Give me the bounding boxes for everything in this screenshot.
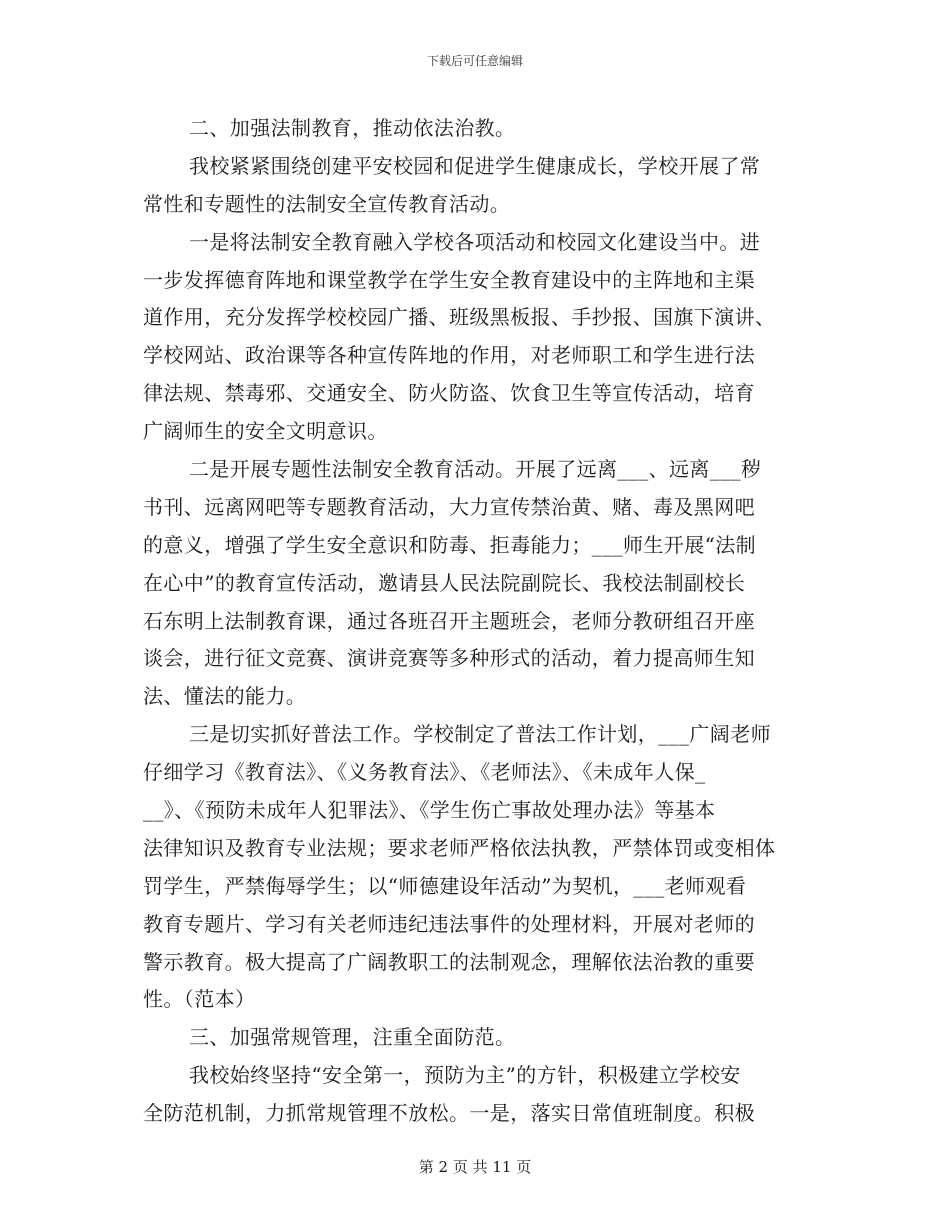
paragraph-line: 学校网站、政治课等各种宣传阵地的作用，对老师职工和学生进行法 xyxy=(143,343,755,368)
document-body xyxy=(143,110,808,1133)
paragraph-line: 一步发挥德育阵地和课堂教学在学生安全教育建设中的主阵地和主渠 xyxy=(143,267,755,292)
paragraph-line: __》、《预防未成年人犯罪法》、《学生伤亡事故处理办法》等基本 xyxy=(143,798,716,823)
paragraph-line: 二是开展专题性法制安全教育活动。开展了远离___、远离___秽 xyxy=(189,457,762,482)
paragraph-line: 在心中”的教育宣传活动，邀请县人民法院副院长、我校法制副校长 xyxy=(143,570,746,595)
paragraph-line: 仔细学习《教育法》、《义务教育法》、《老师法》、《未成年人保_ xyxy=(143,760,706,785)
paragraph-line: 广阔师生的安全文明意识。 xyxy=(143,419,388,444)
paragraph-line: 罚学生，严禁侮辱学生；以“师德建设年活动”为契机，___老师观看 xyxy=(143,873,747,898)
paragraph-line: 律法规、禁毒邪、交通安全、防火防盗、饮食卫生等宣传活动，培育 xyxy=(143,381,755,406)
page-header-note: 下载后可任意编辑 xyxy=(426,54,523,68)
paragraph-line: 的意义，增强了学生安全意识和防毒、拒毒能力；___师生开展“法制 xyxy=(143,532,757,557)
paragraph-line: 三、加强常规管理，注重全面防范。 xyxy=(189,1025,516,1050)
paragraph-line: 三是切实抓好普法工作。学校制定了普法工作计划，___广阔老师 xyxy=(189,722,771,747)
paragraph-line: 谈会，进行征文竞赛、演讲竞赛等多种形式的活动，着力提高师生知 xyxy=(143,646,755,671)
page-number: 第 2 页 共 11 页 xyxy=(418,1158,532,1176)
paragraph-line: 道作用，充分发挥学校校园广播、班级黑板报、手抄报、国旗下演讲、 xyxy=(143,305,776,330)
paragraph-line: 教育专题片、学习有关老师违纪违法事件的处理材料，开展对老师的 xyxy=(143,911,755,936)
paragraph-line: 法律知识及教育专业法规；要求老师严格依法执教，严禁体罚或变相体 xyxy=(143,835,776,860)
paragraph-line: 我校紧紧围绕创建平安校园和促进学生健康成长，学校开展了常 xyxy=(189,153,761,178)
paragraph-line: 二、加强法制教育，推动依法治教。 xyxy=(189,116,516,140)
paragraph-line: 石东明上法制教育课，通过各班召开主题班会，老师分教研组召开座 xyxy=(143,608,755,633)
paragraph-line: 常性和专题性的法制安全宣传教育活动。 xyxy=(143,191,511,216)
paragraph-line: 法、懂法的能力。 xyxy=(143,684,307,709)
paragraph-line: 一是将法制安全教育融入学校各项活动和校园文化建设当中。进 xyxy=(189,229,761,254)
paragraph-line: 性。（范本） xyxy=(143,987,256,1012)
paragraph-line: 警示教育。极大提高了广阔教职工的法制观念，理解依法治教的重要 xyxy=(143,949,755,974)
paragraph-line: 我校始终坚持“安全第一，预防为主”的方针，积极建立学校安 xyxy=(189,1063,741,1088)
paragraph-line: 全防范机制，力抓常规管理不放松。一是，落实日常值班制度。积极 xyxy=(143,1101,755,1126)
paragraph-line: 书刊、远离网吧等专题教育活动，大力宣传禁治黄、赌、毒及黑网吧 xyxy=(143,494,755,519)
